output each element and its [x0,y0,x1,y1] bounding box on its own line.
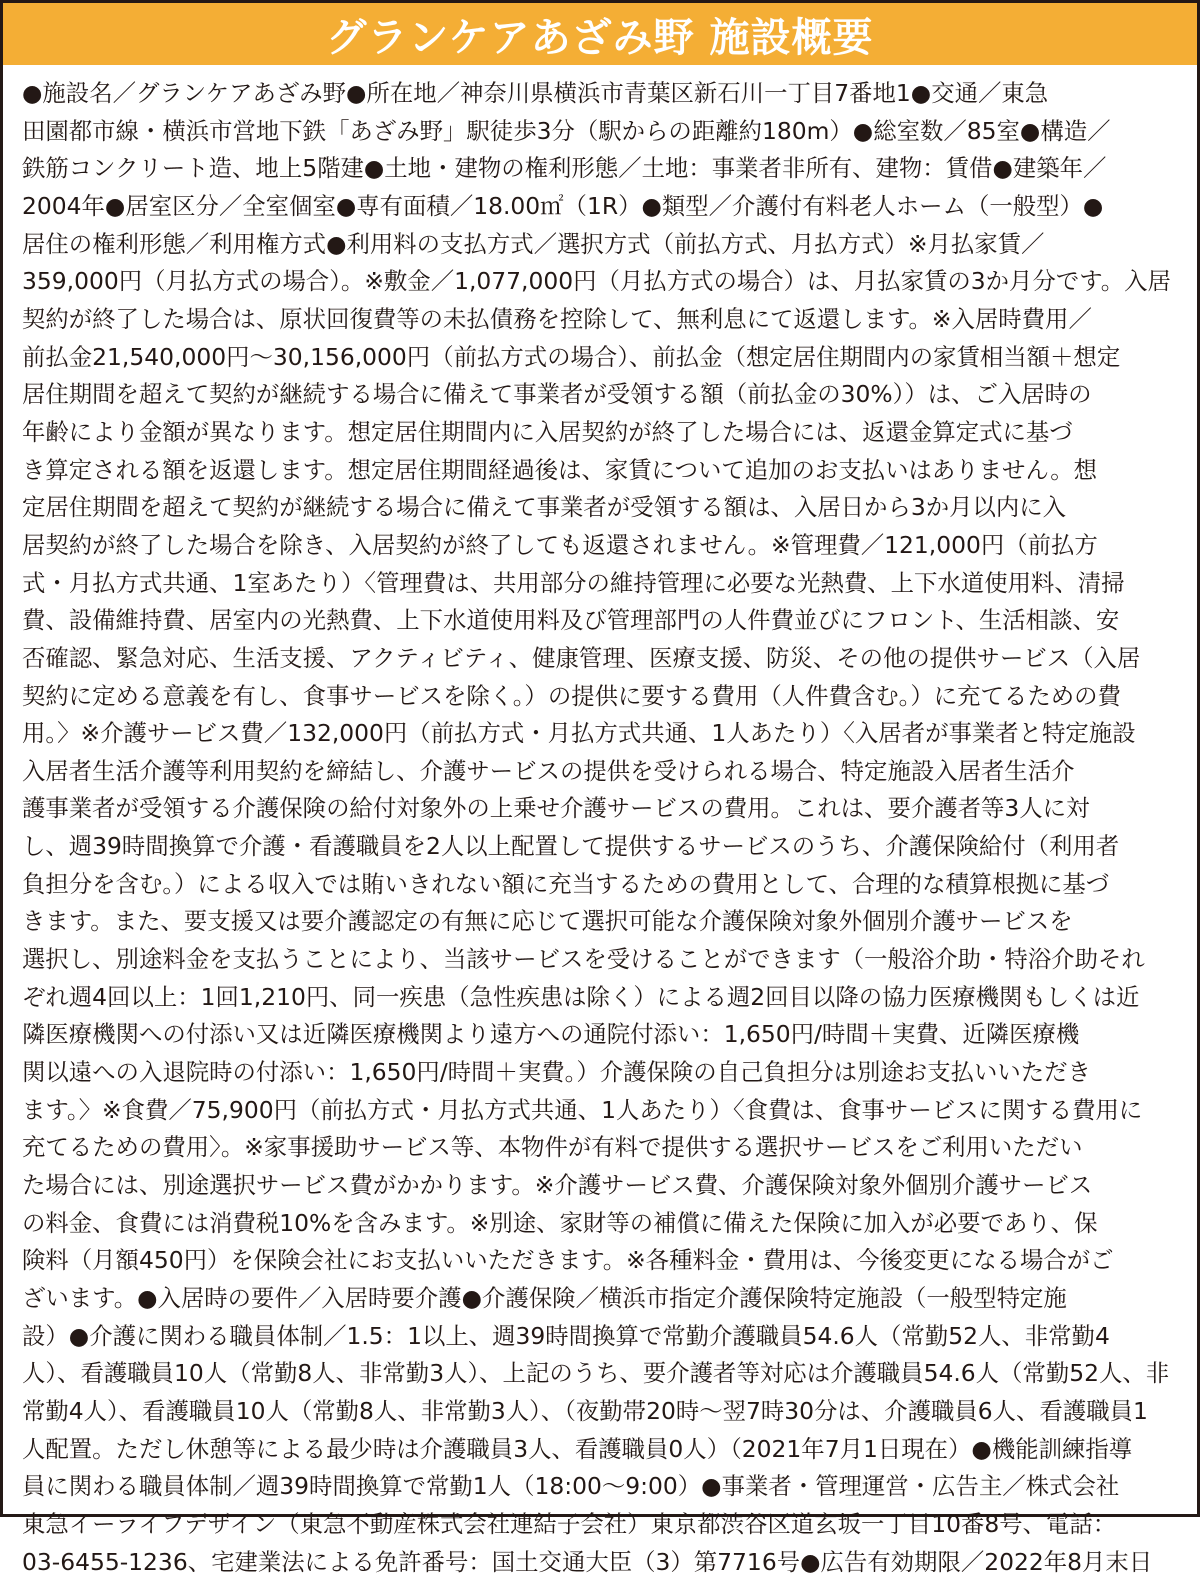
header-bar [3,3,1197,65]
overview-text: ●施設名／グランケアあざみ野●所在地／神奈川県横浜市青葉区新石川一丁目7番地1●交通／東急 田園都市線・横浜市営地下鉄「あざみ野」駅徒歩3分（駅からの距離約180m）●総室数／85室●構造／ 鉄筋コンクリート造、地上5階建●土地・建物の権利形態／土地：事業者非所有、建物：賃借●建築年／ 2004年●居室区分／全室個室●専有面積／18.00㎡（1R）●類型／介護付有料老人ホーム（一般型）● 居住の権利形態／利用権方式●利用料の支払方式／選択方式（前払方式、月払方式）※月払家賃／ 359,000円（月払方式の場合）。※敷金／1,077,000円（月払方式の場合）は、月払家賃の3か月分です。入居 契約が終了した場合は、原状回復費等の未払債務を控除して、無利息にて返還します。※入居時費用／ 前払金21,540,000円〜30,156,000円（前払方式の場合）、前払金（想定居住期間内の家賃相当額＋想定 居住期間を超えて契約が継続する場合に備えて事業者が受領する額（前払金の30%））は、ご入居時の 年齢により金額が異なります。想定居住期間内に入居契約が終了した場合には、返還金算定式に基づ き算定される額を返還します。想定居住期間経過後は、家賃について追加のお支払いはありません。想 定居住期間を超えて契約が継続する場合に備えて事業者が受領する額は、入居日から3か月以内に入 居契約が終了した場合を除き、入居契約が終了しても返還されません。※管理費／121,000円（前払方 式・月払方式共通、1室あたり）〈管理費は、共用部分の維持管理に必要な光熱費、上下水道使用料、清掃 費、設備維持費、居室内の光熱費、上下水道使用料及び管理部門の人件費並びにフロント、生活相談、安 否確認、緊急対応、生活支援、アクティビティ、健康管理、医療支援、防災、その他の提供サービス（入居 契約に定める意義を有し、食事サービスを除く。）の提供に要する費用（人件費含む。）に充てるための費 用。〉※介護サービス費／132,000円（前払方式・月払方式共通、1人あたり）〈入居者が事業者と特定施設 入居者生活介護等利用契約を締結し、介護サービスの提供を受けられる場合、特定施設入居者生活介 護事業者が受領する介護保険の給付対象外の上乗せ介護サービスの費用。これは、要介護者等3人に対 し、週39時間換算で介護・看護職員を2人以上配置して提供するサービスのうち、介護保険給付（利用者 負担分を含む。）による収入では賄いきれない額に充当するための費用として、合理的な積算根拠に基づ きます。また、要支援又は要介護認定の有無に応じて選択可能な介護保険対象外個別介護サービスを 選択し、別途料金を支払うことにより、当該サービスを受けることができます（一般浴介助・特浴介助それ ぞれ週4回以上：1回1,210円、同一疾患（急性疾患は除く）による週2回目以降の協力医療機関もしくは近 隣医療機関への付添い又は近隣医療機関より遠方への通院付添い：1,650円/時間＋実費、近隣医療機 関以遠への入退院時の付添い：1,650円/時間＋実費。）介護保険の自己負担分は別途お支払いいただき ます。〉※食費／75,900円（前払方式・月払方式共通、1人あたり）〈食費は、食事サービスに関する費用に 充てるための費用〉。※家事援助サービス等、本物件が有料で提供する選択サービスをご利用いただい た場合には、別途選択サービス費がかかります。※介護サービス費、介護保険対象外個別介護サービス の料金、食費には消費税10%を含みます。※別途、家財等の補償に備えた保険に加入が必要であり、保 険料（月額450円）を保険会社にお支払いいただきます。※各種料金・費用は、今後変更になる場合がご ざいます。●入居時の要件／入居時要介護●介護保険／横浜市指定介護保険特定施設（一般型特定施 設）●介護に関わる職員体制／1.5：1以上、週39時間換算で常勤介護職員54.6人（常勤52人、非常勤4 人）、看護職員10人（常勤8人、非常勤3人）、上記のうち、要介護者等対応は介護職員54.6人（常勤52人、非 常勤4人）、看護職員10人（常勤8人、非常勤3人）、（夜勤帯20時〜翌7時30分は、介護職員6人、看護職員1 人配置。ただし休憩等による最少時は介護職員3人、看護職員0人）（2021年7月1日現在）●機能訓練指導 員に関わる職員体制／週39時間換算で常勤1人（18:00〜9:00）●事業者・管理運営・広告主／株式会社 東急イーライフデザイン（東急不動産株式会社連結子会社）東京都渋谷区道玄坂一丁目10番8号、電話： 03-6455-1236、宅建業法による免許番号：国土交通大臣（3）第7716号●広告有効期限／2022年8月末日 [22,79,1171,1576]
page-title: グランケアあざみ野 施設概要 [326,14,874,61]
